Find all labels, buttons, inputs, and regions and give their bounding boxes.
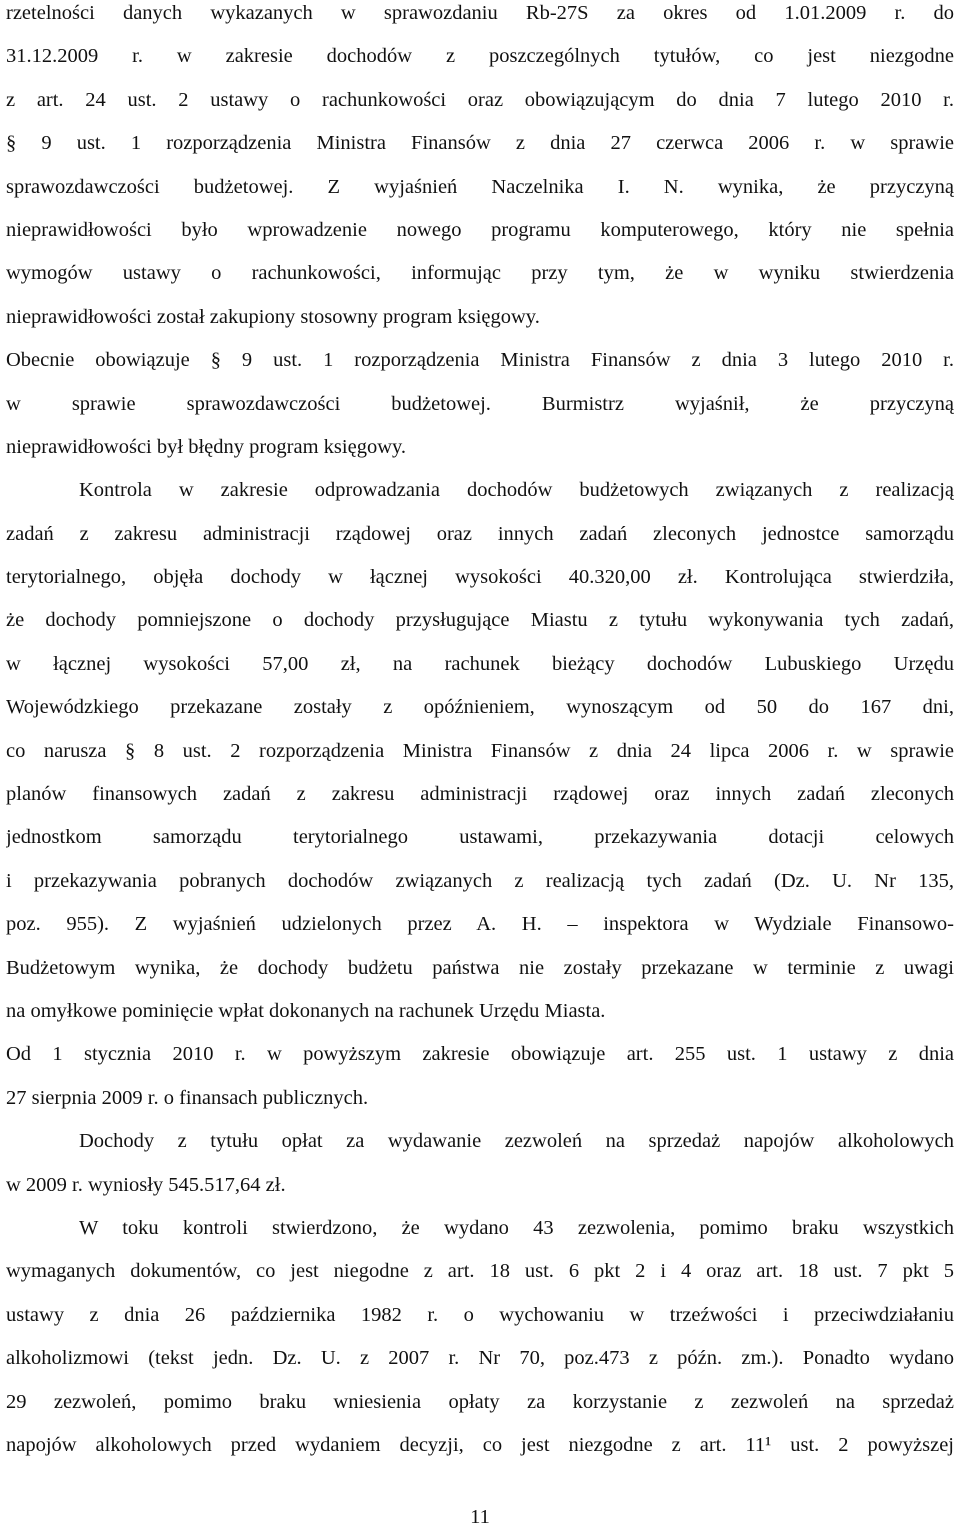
text-line: Obecnie obowiązuje § 9 ust. 1 rozporządzenia Ministra Finansów z dnia 3 lutego 2010 r. [6,349,954,372]
text-line: wymogów ustawy o rachunkowości, informując przy tym, że w wyniku stwierdzenia [6,262,954,285]
text-line: na omyłkowe pominięcie wpłat dokonanych na rachunek Urzędu Miasta. [6,999,606,1022]
text-line: 27 sierpnia 2009 r. o finansach publicznych. [6,1086,369,1109]
text-line: co narusza § 8 ust. 2 rozporządzenia Ministra Finansów z dnia 24 lipca 2006 r. w sprawie [6,739,954,762]
text-line: terytorialnego, objęła dochody w łącznej wysokości 40.320,00 zł. Kontrolująca stwierdziła, [6,566,954,589]
text-line: w łącznej wysokości 57,00 zł, na rachunek bieżący dochodów Lubuskiego Urzędu [6,652,954,675]
text-line: jednostkom samorządu terytorialnego ustawami, przekazywania dotacji celowych [6,826,954,849]
text-line: poz. 955). Z wyjaśnień udzielonych przez A. H. – inspektora w Wydziale Finansowo- [6,913,954,936]
text-line: W toku kontroli stwierdzono, że wydano 43 zezwolenia, pomimo braku wszystkich [79,1216,954,1239]
document-body [6,0,954,1467]
text-line: § 9 ust. 1 rozporządzenia Ministra Finansów z dnia 27 czerwca 2006 r. w sprawie [6,132,954,155]
text-line: wymaganych dokumentów, co jest niegodne z art. 18 ust. 6 pkt 2 i 4 oraz art. 18 ust. 7 pkt 5 [6,1260,954,1283]
text-line: w 2009 r. wyniosły 545.517,64 zł. [6,1173,286,1196]
text-line: nieprawidłowości był błędny program księgowy. [6,435,407,458]
text-line: Budżetowym wynika, że dochody budżetu państwa nie zostały przekazane w terminie z uwagi [6,956,954,979]
text-line: że dochody pomniejszone o dochody przysługujące Miastu z tytułu wykonywania tych zadań, [6,609,954,632]
text-line: planów finansowych zadań z zakresu administracji rządowej oraz innych zadań zleconych [6,783,954,806]
text-line: Od 1 stycznia 2010 r. w powyższym zakresie obowiązuje art. 255 ust. 1 ustawy z dnia [6,1043,954,1066]
text-line: nieprawidłowości było wprowadzenie nowego programu komputerowego, który nie spełnia [6,218,954,241]
text-line: nieprawidłowości został zakupiony stosowny program księgowy. [6,305,540,328]
text-line: Kontrola w zakresie odprowadzania dochodów budżetowych związanych z realizacją [79,479,954,502]
text-line: zadań z zakresu administracji rządowej oraz innych zadań zleconych jednostce samorządu [6,522,954,545]
text-line: napojów alkoholowych przed wydaniem decyzji, co jest niezgodne z art. 11¹ ust. 2 powyższej [6,1433,954,1456]
text-line: i przekazywania pobranych dochodów związanych z realizacją tych zadań (Dz. U. Nr 135, [6,869,954,892]
text-line: w sprawie sprawozdawczości budżetowej. Burmistrz wyjaśnił, że przyczyną [6,392,954,415]
text-line: 31.12.2009 r. w zakresie dochodów z poszczególnych tytułów, co jest niezgodne [6,45,954,68]
text-line: 29 zezwoleń, pomimo braku wniesienia opłaty za korzystanie z zezwoleń na sprzedaż [6,1390,954,1413]
text-line: ustawy z dnia 26 października 1982 r. o wychowaniu w trzeźwości i przeciwdziałaniu [6,1303,954,1326]
text-line: alkoholizmowi (tekst jedn. Dz. U. z 2007 r. Nr 70, poz.473 z późn. zm.). Ponadto wydano [6,1347,954,1370]
page-number: 11 [470,1506,490,1528]
text-line: sprawozdawczości budżetowej. Z wyjaśnień Naczelnika I. N. wynika, że przyczyną [6,175,954,198]
text-line: z art. 24 ust. 2 ustawy o rachunkowości oraz obowiązującym do dnia 7 lutego 2010 r. [6,88,954,111]
text-line: Wojewódzkiego przekazane zostały z opóźnieniem, wynoszącym od 50 do 167 dni, [6,696,954,719]
text-line: rzetelności danych wykazanych w sprawozdaniu Rb-27S za okres od 1.01.2009 r. do [6,2,954,24]
text-line: Dochody z tytułu opłat za wydawanie zezwoleń na sprzedaż napojów alkoholowych [79,1130,954,1153]
